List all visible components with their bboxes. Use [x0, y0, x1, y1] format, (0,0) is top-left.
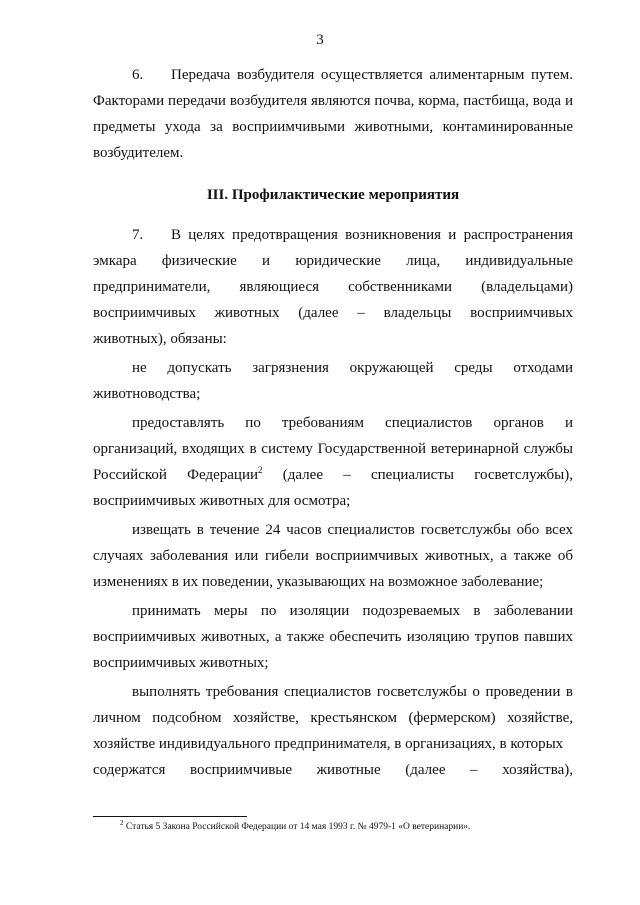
obligation-3: извещать в течение 24 часов специалистов госветслужбы обо всех случаях заболевания или гибели восприимчивых животных, а также об изменениях в их поведении, указывающих на возможное заболевание;	[93, 522, 573, 590]
footnote-separator	[93, 816, 247, 817]
obligation-1-rest: животноводства;	[93, 386, 201, 402]
item-7-line-1-text: В целях предотвращения возникновения и распространения	[171, 227, 573, 243]
obligation-1	[93, 355, 573, 407]
item-7-line-2: эмкара физические и юридические лица, индивидуальные	[93, 253, 573, 269]
item-7-rest: восприимчивых животных (далее – владельцы восприимчивых животных), обязаны:	[93, 305, 573, 347]
page-number: 3	[316, 32, 324, 48]
item-7-number: 7.	[132, 227, 144, 243]
obligation-1-line-1: не допускать загрязнения окружающей среды отходами	[132, 360, 573, 376]
item-6-paragraph	[93, 62, 573, 166]
obligation-2-part-1: предоставлять по требованиям специалистов органов и организаций, входящих в систему Государственной ветеринарной службы Российской Федерации	[93, 415, 573, 483]
footnote	[93, 818, 573, 832]
document-body	[93, 62, 573, 786]
item-7-line-1	[93, 222, 573, 248]
section-heading: III. Профилактические мероприятия	[206, 187, 460, 203]
item-7-line-3: предприниматели, являющиеся собственниками (владельцами)	[93, 279, 573, 295]
obligation-5-last-line: содержатся восприимчивые животные (далее – хозяйства),	[93, 762, 573, 778]
obligation-2-part-2: (далее – специалисты госветслужбы), восприимчивых животных для осмотра;	[93, 467, 573, 509]
obligation-2	[93, 410, 573, 514]
obligation-5-text: выполнять требования специалистов госветслужбы о проведении в личном подсобном хозяйстве, крестьянском (фермерском) хозяйстве, хозяйстве индивидуального предпринимателя, в организациях, в которых	[93, 684, 573, 752]
footnote-ref-2: 2	[258, 465, 263, 475]
footnote-text: Статья 5 Закона Российской Федерации от 14 мая 1993 г. № 4979-1 «О ветеринарии».	[123, 822, 471, 832]
item-7-paragraph	[93, 222, 573, 352]
obligation-4: принимать меры по изоляции подозреваемых в заболевании восприимчивых животных, а также обеспечить изоляцию трупов павших восприимчивых животных;	[93, 603, 573, 671]
obligation-5	[93, 679, 573, 783]
item-6-text: Передача возбудителя осуществляется алиментарным путем. Факторами передачи возбудителя являются почва, корма, пастбища, вода и предметы ухода за восприимчивыми животными, контаминированные возбудителем.	[93, 67, 573, 161]
footnote-marker: 2	[120, 818, 124, 827]
item-6-number: 6.	[132, 67, 144, 83]
